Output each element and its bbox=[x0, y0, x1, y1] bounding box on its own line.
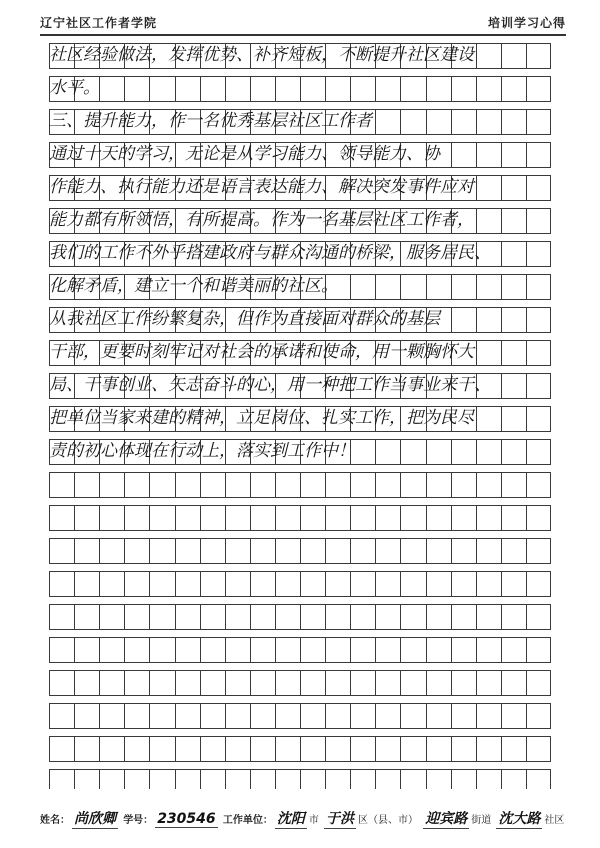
text-line: 局、干事创业、矢志奋斗的心，用一种把工作当事业来干、 bbox=[49, 375, 491, 395]
text-line: 社区经验做法，发挥优势、补齐短板，不断提升社区建设 bbox=[49, 45, 474, 65]
text-line: 作能力、执行能力还是语言表达能力、解决突发事件应对 bbox=[49, 177, 474, 197]
text-line: 我们的工作不外乎搭建政府与群众沟通的桥梁，服务居民、 bbox=[49, 243, 491, 263]
text-line: 责的初心体现在行动上，落实到工作中！ bbox=[49, 441, 355, 461]
city-suffix: 市 bbox=[308, 815, 319, 826]
name-value: 尚欣卿 bbox=[72, 808, 118, 829]
text-line: 化解矛盾，建立一个和谐美丽的社区。 bbox=[49, 276, 338, 296]
unit-label: 工作单位： bbox=[222, 815, 273, 826]
text-line: 三、提升能力，作一名优秀基层社区工作者 bbox=[49, 111, 372, 131]
id-label: 学号： bbox=[123, 815, 154, 826]
footer-info bbox=[40, 808, 564, 829]
writing-grid bbox=[49, 37, 551, 789]
community-value: 沈大路 bbox=[496, 808, 542, 829]
text-line: 干部，更要时刻牢记对社会的承诺和使命，用一颗胸怀大 bbox=[49, 342, 474, 362]
document-title: 培训学习心得 bbox=[487, 16, 566, 30]
name-label: 姓名： bbox=[40, 815, 70, 826]
district-suffix: 区（县、市） bbox=[358, 815, 419, 826]
district-value: 于洪 bbox=[324, 808, 356, 829]
text-line: 把单位当家来建的精神，立足岗位、扎实工作，把为民尽 bbox=[49, 408, 474, 428]
text-line: 通过十天的学习，无论是从学习能力、领导能力、协 bbox=[49, 144, 440, 164]
city-value: 沈阳 bbox=[275, 808, 307, 829]
street-suffix: 街道 bbox=[471, 815, 492, 826]
community-suffix: 社区 bbox=[544, 815, 565, 826]
text-line: 水平。 bbox=[49, 78, 100, 98]
header-divider bbox=[40, 34, 566, 36]
street-value: 迎宾路 bbox=[423, 808, 469, 829]
id-value: 230546 bbox=[157, 811, 216, 827]
academy-title: 辽宁社区工作者学院 bbox=[40, 16, 158, 30]
text-line: 能力都有所领悟，有所提高。作为一名基层社区工作者， bbox=[49, 210, 474, 230]
text-line: 从我社区工作纷繁复杂，但作为直接面对群众的基层 bbox=[49, 309, 440, 329]
